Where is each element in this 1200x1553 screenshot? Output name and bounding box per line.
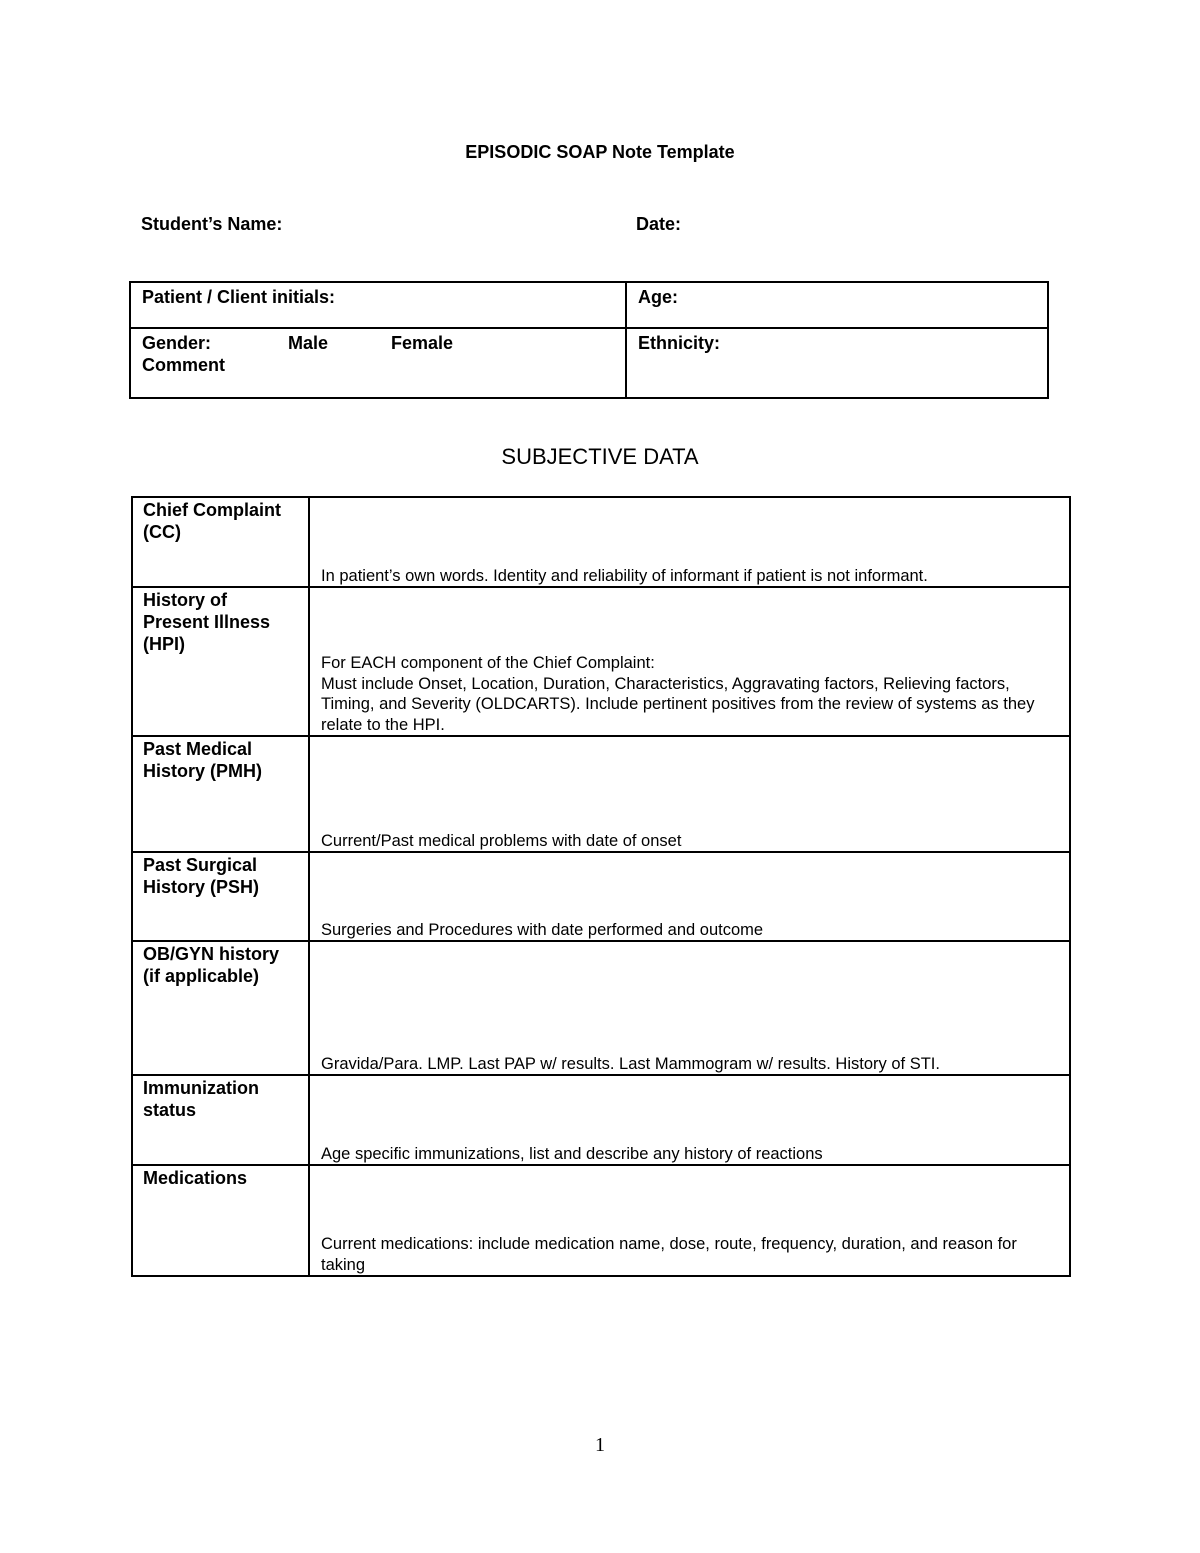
obgyn-hint: Gravida/Para. LMP. Last PAP w/ results. Last Mammogram w/ results. History of STI.	[321, 1054, 940, 1073]
medications-entry[interactable]	[309, 1165, 1070, 1276]
subjective-data-heading: SUBJECTIVE DATA	[501, 444, 699, 469]
table-row	[132, 1075, 1070, 1165]
table-row	[132, 736, 1070, 852]
gender-cell[interactable]	[130, 328, 626, 398]
obgyn-label: OB/GYN history (if applicable)	[132, 941, 309, 1075]
table-row	[132, 1165, 1070, 1276]
pmh-hint: Current/Past medical problems with date of onset	[321, 831, 682, 850]
patient-info-table	[129, 281, 1049, 399]
psh-hint: Surgeries and Procedures with date performed and outcome	[321, 920, 764, 939]
ethnicity-label: Ethnicity:	[638, 333, 721, 353]
date-label: Date:	[636, 214, 682, 234]
psh-label: Past Surgical History (PSH)	[132, 852, 309, 941]
medications-label: Medications	[132, 1165, 309, 1276]
gender-label: Gender:	[142, 333, 212, 353]
table-row	[132, 497, 1070, 587]
immunization-entry[interactable]	[309, 1075, 1070, 1165]
age-label: Age:	[638, 287, 678, 307]
immunization-label: Immunization status	[132, 1075, 309, 1165]
table-row	[132, 941, 1070, 1075]
subjective-data-table	[131, 496, 1071, 1277]
age-cell[interactable]	[626, 282, 1048, 328]
hpi-hint-line2: Must include Onset, Location, Duration, Characteristics, Aggravating factors, Relieving factors, Timing, and Severity (OLDCARTS). Include pertinent positives from the review of systems as they relate to the HPI.	[321, 674, 1035, 734]
student-name-label: Student’s Name:	[141, 214, 283, 234]
hpi-hint-line1: For EACH component of the Chief Complaint:	[321, 654, 655, 672]
obgyn-entry[interactable]	[309, 941, 1070, 1075]
ethnicity-cell[interactable]	[626, 328, 1048, 398]
hpi-entry[interactable]	[309, 587, 1070, 736]
gender-option-female[interactable]: Female	[391, 333, 454, 353]
table-row	[132, 587, 1070, 736]
immunization-hint: Age specific immunizations, list and describe any history of reactions	[321, 1144, 823, 1163]
chief-complaint-entry[interactable]	[309, 497, 1070, 587]
chief-complaint-label: Chief Complaint (CC)	[132, 497, 309, 587]
document-title: EPISODIC SOAP Note Template	[465, 142, 735, 162]
medications-hint: Current medications: include medication name, dose, route, frequency, duration, and reason for taking	[321, 1235, 1017, 1274]
gender-option-male[interactable]: Male	[288, 333, 329, 353]
page-number: 1	[595, 1434, 605, 1456]
pmh-entry[interactable]	[309, 736, 1070, 852]
pmh-label: Past Medical History (PMH)	[132, 736, 309, 852]
patient-initials-label: Patient / Client initials:	[142, 287, 336, 307]
hpi-label: History of Present Illness (HPI)	[132, 587, 309, 736]
table-row	[132, 852, 1070, 941]
psh-entry[interactable]	[309, 852, 1070, 941]
patient-initials-cell[interactable]	[130, 282, 626, 328]
hpi-hint	[321, 653, 1061, 735]
chief-complaint-hint: In patient’s own words. Identity and reliability of informant if patient is not informant.	[321, 566, 928, 585]
gender-comment-label: Comment	[142, 355, 226, 375]
